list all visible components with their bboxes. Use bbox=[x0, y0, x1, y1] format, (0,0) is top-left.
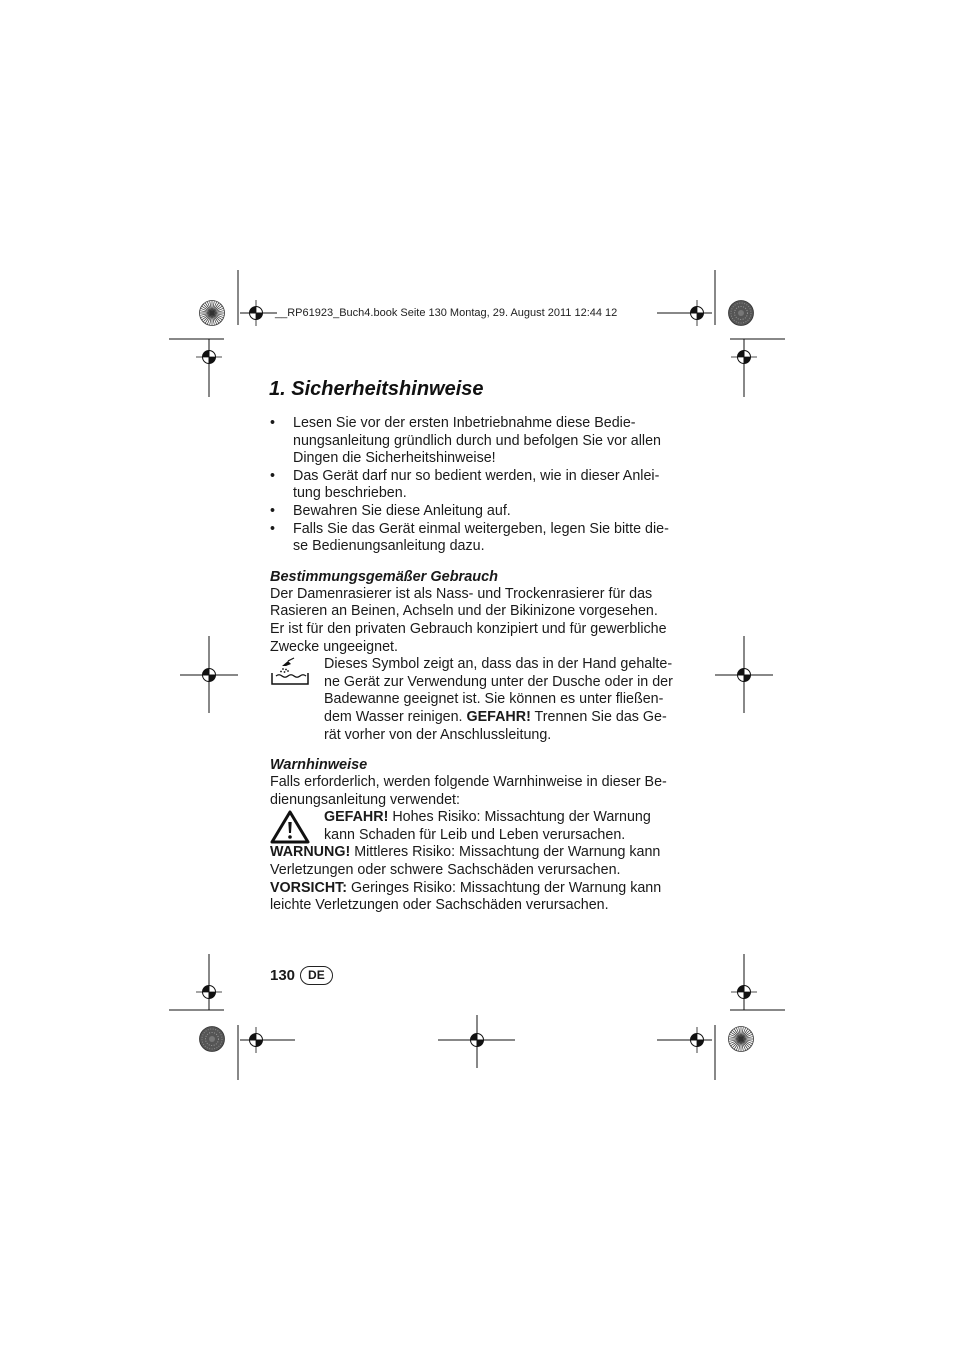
list-item bbox=[270, 521, 675, 556]
caution-label: VORSICHT: bbox=[270, 879, 348, 896]
paragraph-line: Dieses Symbol zeigt an, dass das in der Hand gehalte- bbox=[324, 656, 673, 673]
section-heading: Warnhinweise bbox=[270, 757, 368, 774]
list-item-line: Lesen Sie vor der ersten Inbetriebnahme diese Bedie- bbox=[293, 415, 636, 431]
list-item-line: Falls Sie das Gerät einmal weitergeben, legen Sie bitte die- bbox=[293, 520, 669, 537]
list-item-line: Dingen die Sicherheitshinweise! bbox=[293, 450, 496, 467]
language-badge: DE bbox=[300, 966, 333, 985]
symbol-note bbox=[270, 656, 675, 744]
paragraph-line: Badewanne geeignet ist. Sie können es unter fließen- bbox=[324, 691, 664, 708]
paragraph-line: leichte Verletzungen oder Sachschäden verursachen. bbox=[270, 897, 609, 914]
list-item-line: se Bedienungsanleitung dazu. bbox=[293, 538, 485, 555]
registration-crosshair-icon bbox=[196, 344, 222, 370]
main-content bbox=[270, 415, 675, 915]
bullet-icon: • bbox=[270, 520, 276, 537]
paragraph-line: Zwecke ungeeignet. bbox=[270, 638, 398, 655]
paragraph-line: Er ist für den privaten Gebrauch konzipiert und für gewerbliche bbox=[270, 620, 667, 637]
danger-label: GEFAHR! bbox=[324, 809, 389, 826]
page-footer bbox=[270, 966, 333, 985]
paragraph-line bbox=[324, 709, 675, 727]
danger-note bbox=[270, 809, 675, 844]
registration-crosshair-icon bbox=[196, 662, 222, 688]
paragraph-line: Falls erforderlich, werden folgende Warnhinweise in dieser Be- bbox=[270, 774, 667, 791]
paragraph-line: dienungsanleitung verwendet: bbox=[270, 791, 460, 808]
paragraph-line bbox=[324, 809, 675, 827]
registration-crosshair-icon bbox=[731, 979, 757, 1005]
color-target-icon bbox=[200, 301, 225, 326]
paragraph-line: rät vorher von der Anschlussleitung. bbox=[324, 726, 552, 743]
paragraph-line: Rasieren an Beinen, Achseln und der Bikinizone vorgesehen. bbox=[270, 603, 658, 620]
registration-crosshair-icon bbox=[196, 979, 222, 1005]
safety-bullet-list bbox=[270, 415, 675, 556]
page-number: 130 bbox=[270, 967, 296, 984]
list-item bbox=[270, 415, 675, 468]
paragraph-line bbox=[270, 844, 675, 862]
paragraph-line: ne Gerät zur Verwendung unter der Dusche oder in der bbox=[324, 673, 673, 690]
registration-crosshair-icon bbox=[684, 1027, 710, 1053]
paragraph-line: kann Schaden für Leib und Leben verursachen. bbox=[324, 826, 626, 843]
text-run: Geringes Risiko: Missachtung der Warnung kann bbox=[347, 879, 662, 896]
bullet-icon: • bbox=[270, 415, 276, 431]
color-target-icon bbox=[200, 1027, 225, 1052]
list-item-line: tung beschrieben. bbox=[293, 485, 407, 502]
intended-use-section bbox=[270, 568, 675, 744]
list-item-line: Das Gerät darf nur so bedient werden, wie in dieser Anlei- bbox=[293, 467, 660, 484]
registration-crosshair-icon bbox=[731, 344, 757, 370]
registration-crosshair-icon bbox=[243, 1027, 269, 1053]
color-target-icon bbox=[729, 1027, 754, 1052]
danger-label: GEFAHR! bbox=[466, 708, 531, 725]
paragraph-line: Der Damenrasierer ist als Nass- und Trockenrasierer für das bbox=[270, 585, 653, 602]
warnings-section bbox=[270, 756, 675, 915]
list-item-line: nungsanleitung gründlich durch und befolgen Sie vor allen bbox=[293, 432, 662, 449]
paragraph-line bbox=[270, 880, 675, 898]
section-heading: Bestimmungsgemäßer Gebrauch bbox=[270, 568, 499, 585]
text-run: Hohes Risiko: Missachtung der Warnung bbox=[388, 809, 651, 826]
registration-crosshair-icon bbox=[731, 662, 757, 688]
registration-crosshair-icon bbox=[464, 1027, 490, 1053]
text-run: Mittleres Risiko: Missachtung der Warnung kann bbox=[350, 844, 661, 861]
color-target-icon bbox=[729, 301, 754, 326]
text-run: Trennen Sie das Ge- bbox=[530, 708, 667, 725]
bullet-icon: • bbox=[270, 502, 276, 519]
warning-triangle-icon bbox=[270, 810, 310, 844]
bullet-icon: • bbox=[270, 467, 276, 484]
paragraph-line: Verletzungen oder schwere Sachschäden verursachen. bbox=[270, 862, 621, 879]
registration-crosshair-icon bbox=[243, 300, 269, 326]
print-slug: __RP61923_Buch4.book Seite 130 Montag, 29. August 2011 12:44 12 bbox=[275, 307, 618, 319]
list-item-line: Bewahren Sie diese Anleitung auf. bbox=[293, 502, 511, 519]
registration-crosshair-icon bbox=[684, 300, 710, 326]
list-item bbox=[270, 503, 675, 521]
warning-label: WARNUNG! bbox=[270, 844, 351, 861]
page-title: 1. Sicherheitshinweise bbox=[269, 378, 484, 400]
text-run: dem Wasser reinigen. bbox=[324, 708, 467, 725]
shower-bath-icon bbox=[270, 657, 310, 687]
list-item bbox=[270, 468, 675, 503]
